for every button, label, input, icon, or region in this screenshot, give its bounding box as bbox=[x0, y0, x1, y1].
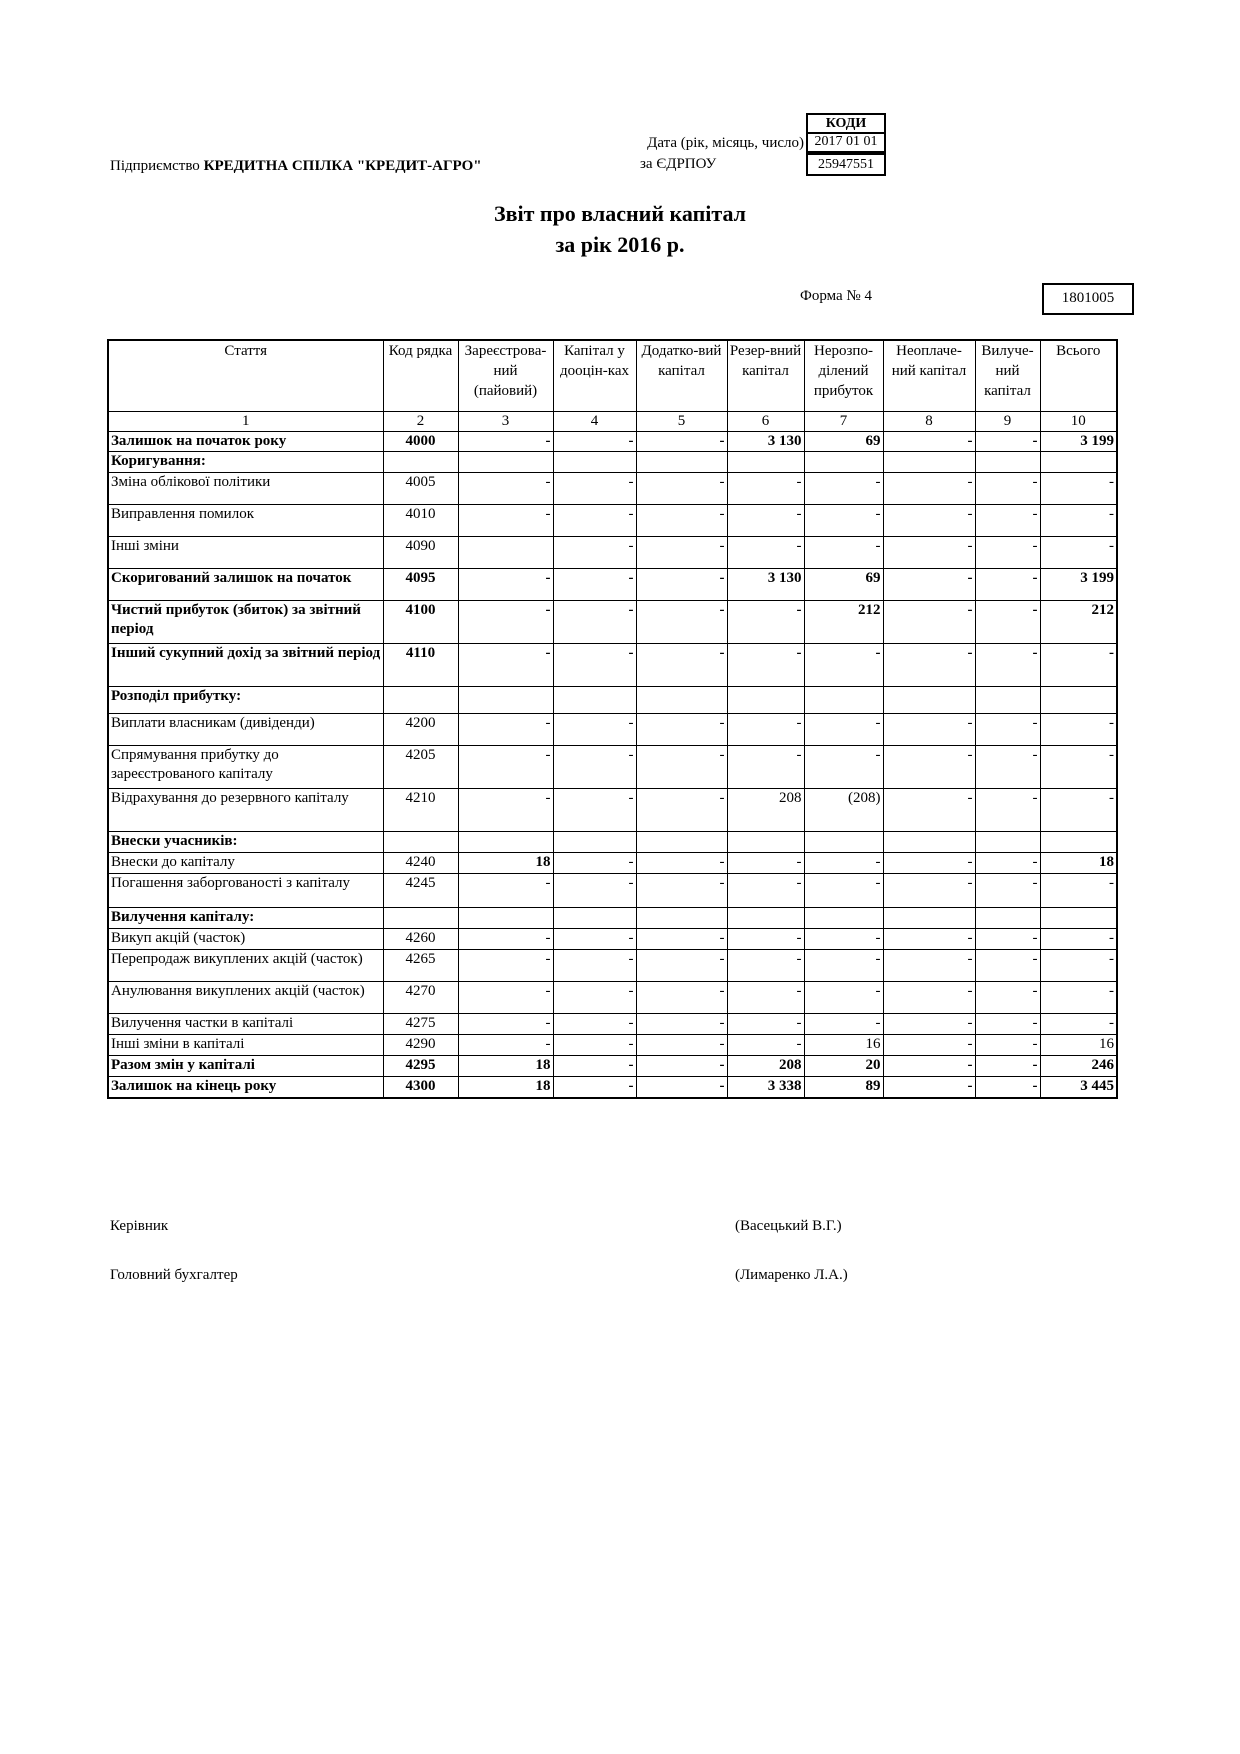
cell-value: - bbox=[553, 537, 636, 569]
cell-value: 18 bbox=[1040, 853, 1117, 874]
row-code bbox=[383, 832, 458, 853]
row-label: Інші зміни bbox=[108, 537, 383, 569]
cell-value bbox=[1040, 452, 1117, 473]
table-row bbox=[108, 929, 1117, 950]
cell-value: - bbox=[975, 1035, 1040, 1056]
cell-value: - bbox=[636, 1014, 727, 1035]
row-code bbox=[383, 452, 458, 473]
row-label: Виправлення помилок bbox=[108, 505, 383, 537]
form-code: 1801005 bbox=[1042, 283, 1134, 315]
cell-value: - bbox=[883, 714, 975, 746]
row-label: Внески учасників: bbox=[108, 832, 383, 853]
cell-value bbox=[458, 908, 553, 929]
cell-value: - bbox=[458, 874, 553, 908]
row-code bbox=[383, 908, 458, 929]
cell-value bbox=[1040, 908, 1117, 929]
cell-value: - bbox=[636, 473, 727, 505]
row-label: Погашення заборгованості з капіталу bbox=[108, 874, 383, 908]
director-name: (Васецький В.Г.) bbox=[735, 1218, 842, 1234]
cell-value: - bbox=[636, 789, 727, 832]
cell-value: - bbox=[727, 473, 804, 505]
row-label: Скоригований залишок на початок bbox=[108, 569, 383, 601]
cell-value: - bbox=[636, 1077, 727, 1098]
row-label: Чистий прибуток (збиток) за звітний період bbox=[108, 601, 383, 644]
cell-value bbox=[553, 908, 636, 929]
cell-value: - bbox=[883, 874, 975, 908]
cell-value: - bbox=[458, 929, 553, 950]
cell-value: - bbox=[636, 982, 727, 1014]
cell-value: - bbox=[727, 929, 804, 950]
cell-value: - bbox=[458, 569, 553, 601]
cell-value bbox=[975, 908, 1040, 929]
cell-value bbox=[727, 832, 804, 853]
section-row bbox=[108, 832, 1117, 853]
row-code: 4005 bbox=[383, 473, 458, 505]
edrpou-label: за ЄДРПОУ bbox=[640, 156, 717, 172]
cell-value: - bbox=[727, 601, 804, 644]
cell-value: 69 bbox=[804, 569, 883, 601]
cell-value: - bbox=[636, 505, 727, 537]
cell-value bbox=[804, 687, 883, 714]
cell-value: - bbox=[458, 644, 553, 687]
cell-value: 212 bbox=[1040, 601, 1117, 644]
cell-value: - bbox=[458, 473, 553, 505]
cell-value: - bbox=[883, 853, 975, 874]
cell-value: - bbox=[727, 1035, 804, 1056]
cell-value: - bbox=[553, 874, 636, 908]
codes-header: КОДИ bbox=[806, 113, 886, 134]
cell-value: 208 bbox=[727, 1056, 804, 1077]
column-header: Код рядка bbox=[383, 340, 458, 412]
date-label: Дата (рік, місяць, число) bbox=[647, 135, 804, 151]
cell-value: - bbox=[636, 537, 727, 569]
row-label: Інші зміни в капіталі bbox=[108, 1035, 383, 1056]
cell-value: - bbox=[553, 473, 636, 505]
cell-value bbox=[636, 908, 727, 929]
cell-value: - bbox=[553, 950, 636, 982]
cell-value bbox=[1040, 832, 1117, 853]
column-header: Стаття bbox=[108, 340, 383, 412]
cell-value: - bbox=[1040, 505, 1117, 537]
cell-value: - bbox=[553, 982, 636, 1014]
cell-value: - bbox=[1040, 929, 1117, 950]
cell-value: - bbox=[553, 644, 636, 687]
row-code: 4290 bbox=[383, 1035, 458, 1056]
cell-value: 3 130 bbox=[727, 569, 804, 601]
row-code: 4205 bbox=[383, 746, 458, 789]
cell-value bbox=[458, 832, 553, 853]
cell-value: - bbox=[883, 1077, 975, 1098]
cell-value: - bbox=[883, 644, 975, 687]
row-code: 4000 bbox=[383, 432, 458, 452]
cell-value: - bbox=[975, 874, 1040, 908]
cell-value: - bbox=[804, 950, 883, 982]
column-number: 7 bbox=[804, 412, 883, 432]
enterprise-prefix: Підприємство bbox=[110, 158, 200, 174]
cell-value: - bbox=[804, 1014, 883, 1035]
cell-value: - bbox=[883, 1056, 975, 1077]
cell-value: - bbox=[553, 714, 636, 746]
cell-value: 246 bbox=[1040, 1056, 1117, 1077]
table-row bbox=[108, 714, 1117, 746]
cell-value: - bbox=[458, 505, 553, 537]
cell-value: - bbox=[975, 982, 1040, 1014]
cell-value: 89 bbox=[804, 1077, 883, 1098]
column-number: 5 bbox=[636, 412, 727, 432]
cell-value: - bbox=[975, 1077, 1040, 1098]
cell-value bbox=[804, 832, 883, 853]
row-code bbox=[383, 687, 458, 714]
table-row bbox=[108, 1014, 1117, 1035]
table-row bbox=[108, 1035, 1117, 1056]
cell-value: - bbox=[727, 1014, 804, 1035]
cell-value: - bbox=[883, 601, 975, 644]
cell-value: 16 bbox=[1040, 1035, 1117, 1056]
cell-value: - bbox=[804, 473, 883, 505]
row-code: 4095 bbox=[383, 569, 458, 601]
cell-value: - bbox=[727, 950, 804, 982]
cell-value bbox=[458, 537, 553, 569]
column-number: 8 bbox=[883, 412, 975, 432]
row-code: 4200 bbox=[383, 714, 458, 746]
cell-value: - bbox=[1040, 714, 1117, 746]
cell-value: - bbox=[458, 950, 553, 982]
column-header: Зареєстрова-ний (пайовий) bbox=[458, 340, 553, 412]
row-label: Зміна облікової політики bbox=[108, 473, 383, 505]
table-row bbox=[108, 601, 1117, 644]
edrpou-value: 25947551 bbox=[806, 153, 886, 176]
cell-value: - bbox=[804, 874, 883, 908]
cell-value bbox=[727, 452, 804, 473]
report-title: Звіт про власний капітал bbox=[493, 201, 746, 226]
cell-value bbox=[553, 687, 636, 714]
cell-value: 3 338 bbox=[727, 1077, 804, 1098]
cell-value: - bbox=[727, 714, 804, 746]
cell-value: - bbox=[1040, 950, 1117, 982]
table-header-row bbox=[108, 340, 1117, 412]
table-row bbox=[108, 950, 1117, 982]
cell-value: - bbox=[458, 746, 553, 789]
cell-value: - bbox=[553, 432, 636, 452]
column-header: Капітал у дооцін-ках bbox=[553, 340, 636, 412]
cell-value: 212 bbox=[804, 601, 883, 644]
row-label: Спрямування прибутку до зареєстрованого капіталу bbox=[108, 746, 383, 789]
cell-value: - bbox=[804, 929, 883, 950]
cell-value: 69 bbox=[804, 432, 883, 452]
cell-value: - bbox=[883, 929, 975, 950]
date-value: 2017 01 01 bbox=[806, 133, 886, 153]
cell-value: - bbox=[727, 853, 804, 874]
cell-value bbox=[804, 908, 883, 929]
cell-value: - bbox=[636, 569, 727, 601]
cell-value: - bbox=[553, 569, 636, 601]
table-row bbox=[108, 1077, 1117, 1098]
cell-value: - bbox=[636, 874, 727, 908]
section-row bbox=[108, 687, 1117, 714]
cell-value: 18 bbox=[458, 853, 553, 874]
cell-value bbox=[883, 452, 975, 473]
cell-value: - bbox=[636, 1035, 727, 1056]
section-row bbox=[108, 908, 1117, 929]
column-number: 2 bbox=[383, 412, 458, 432]
row-code: 4210 bbox=[383, 789, 458, 832]
cell-value: - bbox=[553, 1035, 636, 1056]
row-code: 4110 bbox=[383, 644, 458, 687]
table-row bbox=[108, 644, 1117, 687]
cell-value: - bbox=[458, 1014, 553, 1035]
cell-value bbox=[975, 452, 1040, 473]
row-code: 4275 bbox=[383, 1014, 458, 1035]
cell-value: - bbox=[883, 789, 975, 832]
cell-value: 3 445 bbox=[1040, 1077, 1117, 1098]
row-label: Викуп акцій (часток) bbox=[108, 929, 383, 950]
cell-value: 18 bbox=[458, 1077, 553, 1098]
cell-value: - bbox=[883, 1014, 975, 1035]
cell-value: - bbox=[636, 432, 727, 452]
row-label: Відрахування до резервного капіталу bbox=[108, 789, 383, 832]
row-code: 4265 bbox=[383, 950, 458, 982]
table-row bbox=[108, 1056, 1117, 1077]
cell-value bbox=[636, 687, 727, 714]
enterprise-name: КРЕДИТНА СПІЛКА "КРЕДИТ-АГРО" bbox=[203, 158, 482, 174]
cell-value: - bbox=[975, 789, 1040, 832]
cell-value: - bbox=[975, 714, 1040, 746]
enterprise-line bbox=[110, 158, 482, 175]
cell-value: - bbox=[975, 569, 1040, 601]
row-code: 4090 bbox=[383, 537, 458, 569]
cell-value: 3 130 bbox=[727, 432, 804, 452]
cell-value: - bbox=[883, 473, 975, 505]
cell-value: - bbox=[636, 929, 727, 950]
cell-value: 20 bbox=[804, 1056, 883, 1077]
cell-value bbox=[458, 687, 553, 714]
cell-value bbox=[727, 908, 804, 929]
cell-value: - bbox=[975, 929, 1040, 950]
row-code: 4010 bbox=[383, 505, 458, 537]
cell-value: - bbox=[1040, 473, 1117, 505]
accountant-label: Головний бухгалтер bbox=[110, 1267, 238, 1283]
cell-value: - bbox=[975, 473, 1040, 505]
director-label: Керівник bbox=[110, 1218, 169, 1234]
equity-table bbox=[107, 339, 1118, 1099]
cell-value: - bbox=[975, 644, 1040, 687]
cell-value: - bbox=[975, 950, 1040, 982]
row-label: Внески до капіталу bbox=[108, 853, 383, 874]
cell-value: 3 199 bbox=[1040, 432, 1117, 452]
cell-value: - bbox=[553, 929, 636, 950]
cell-value: - bbox=[458, 982, 553, 1014]
table-row bbox=[108, 473, 1117, 505]
cell-value: 208 bbox=[727, 789, 804, 832]
form-label: Форма № 4 bbox=[800, 288, 872, 304]
column-header: Резер-вний капітал bbox=[727, 340, 804, 412]
cell-value: 16 bbox=[804, 1035, 883, 1056]
cell-value bbox=[1040, 687, 1117, 714]
cell-value: - bbox=[1040, 537, 1117, 569]
table-row bbox=[108, 505, 1117, 537]
cell-value: - bbox=[727, 644, 804, 687]
cell-value: - bbox=[636, 853, 727, 874]
column-number: 9 bbox=[975, 412, 1040, 432]
row-code: 4260 bbox=[383, 929, 458, 950]
column-number: 3 bbox=[458, 412, 553, 432]
row-label: Інший сукупний дохід за звітний період bbox=[108, 644, 383, 687]
column-header: Неоплаче-ний капітал bbox=[883, 340, 975, 412]
cell-value: (208) bbox=[804, 789, 883, 832]
table-row bbox=[108, 746, 1117, 789]
cell-value: - bbox=[1040, 1014, 1117, 1035]
cell-value bbox=[636, 832, 727, 853]
cell-value bbox=[804, 452, 883, 473]
cell-value: - bbox=[1040, 874, 1117, 908]
cell-value: - bbox=[553, 789, 636, 832]
cell-value: - bbox=[1040, 789, 1117, 832]
row-code: 4240 bbox=[383, 853, 458, 874]
cell-value: - bbox=[975, 505, 1040, 537]
cell-value: - bbox=[975, 1056, 1040, 1077]
cell-value: - bbox=[975, 746, 1040, 789]
cell-value: - bbox=[636, 1056, 727, 1077]
row-label: Перепродаж викуплених акцій (часток) bbox=[108, 950, 383, 982]
cell-value: - bbox=[975, 601, 1040, 644]
row-label: Розподіл прибутку: bbox=[108, 687, 383, 714]
cell-value: - bbox=[804, 746, 883, 789]
cell-value bbox=[975, 832, 1040, 853]
cell-value: - bbox=[636, 714, 727, 746]
cell-value: - bbox=[804, 644, 883, 687]
cell-value: - bbox=[883, 569, 975, 601]
cell-value: - bbox=[804, 853, 883, 874]
cell-value bbox=[553, 452, 636, 473]
cell-value: - bbox=[1040, 746, 1117, 789]
row-code: 4245 bbox=[383, 874, 458, 908]
cell-value: - bbox=[727, 982, 804, 1014]
cell-value bbox=[727, 687, 804, 714]
cell-value: - bbox=[553, 1056, 636, 1077]
column-header: Всього bbox=[1040, 340, 1117, 412]
cell-value: - bbox=[804, 714, 883, 746]
row-code: 4100 bbox=[383, 601, 458, 644]
cell-value: - bbox=[804, 982, 883, 1014]
cell-value: - bbox=[883, 950, 975, 982]
table-row bbox=[108, 853, 1117, 874]
cell-value: - bbox=[553, 1077, 636, 1098]
row-code: 4300 bbox=[383, 1077, 458, 1098]
row-label: Анулювання викуплених акцій (часток) bbox=[108, 982, 383, 1014]
cell-value: - bbox=[883, 505, 975, 537]
row-label: Залишок на кінець року bbox=[108, 1077, 383, 1098]
report-period: за рік 2016 р. bbox=[555, 232, 685, 257]
column-header: Нерозпо-ділений прибуток bbox=[804, 340, 883, 412]
table-row bbox=[108, 982, 1117, 1014]
row-code: 4295 bbox=[383, 1056, 458, 1077]
cell-value bbox=[883, 832, 975, 853]
cell-value: - bbox=[553, 853, 636, 874]
accountant-name: (Лимаренко Л.А.) bbox=[735, 1267, 848, 1283]
cell-value bbox=[883, 908, 975, 929]
cell-value bbox=[553, 832, 636, 853]
table-row bbox=[108, 789, 1117, 832]
cell-value: - bbox=[727, 537, 804, 569]
cell-value: - bbox=[553, 601, 636, 644]
cell-value: - bbox=[553, 505, 636, 537]
cell-value: - bbox=[804, 537, 883, 569]
cell-value: - bbox=[553, 746, 636, 789]
column-number: 6 bbox=[727, 412, 804, 432]
table-row bbox=[108, 874, 1117, 908]
column-number: 4 bbox=[553, 412, 636, 432]
cell-value: - bbox=[883, 746, 975, 789]
row-label: Вилучення частки в капіталі bbox=[108, 1014, 383, 1035]
cell-value: 18 bbox=[458, 1056, 553, 1077]
cell-value: - bbox=[458, 601, 553, 644]
cell-value: - bbox=[975, 1014, 1040, 1035]
cell-value: - bbox=[636, 950, 727, 982]
row-label: Вилучення капіталу: bbox=[108, 908, 383, 929]
cell-value: - bbox=[975, 537, 1040, 569]
cell-value: - bbox=[727, 874, 804, 908]
cell-value: - bbox=[975, 853, 1040, 874]
cell-value bbox=[975, 687, 1040, 714]
cell-value: - bbox=[1040, 982, 1117, 1014]
cell-value: - bbox=[883, 982, 975, 1014]
cell-value bbox=[883, 687, 975, 714]
cell-value: - bbox=[883, 537, 975, 569]
cell-value: 3 199 bbox=[1040, 569, 1117, 601]
cell-value: - bbox=[636, 601, 727, 644]
column-number: 10 bbox=[1040, 412, 1117, 432]
table-row bbox=[108, 569, 1117, 601]
column-numbers-row bbox=[108, 412, 1117, 432]
cell-value: - bbox=[883, 432, 975, 452]
row-label: Коригування: bbox=[108, 452, 383, 473]
cell-value: - bbox=[804, 505, 883, 537]
row-code: 4270 bbox=[383, 982, 458, 1014]
row-label: Залишок на початок року bbox=[108, 432, 383, 452]
cell-value: - bbox=[727, 746, 804, 789]
cell-value: - bbox=[1040, 644, 1117, 687]
row-label: Виплати власникам (дивіденди) bbox=[108, 714, 383, 746]
cell-value: - bbox=[458, 789, 553, 832]
cell-value: - bbox=[458, 1035, 553, 1056]
cell-value: - bbox=[975, 432, 1040, 452]
cell-value: - bbox=[636, 746, 727, 789]
column-number: 1 bbox=[108, 412, 383, 432]
cell-value: - bbox=[727, 505, 804, 537]
table-row bbox=[108, 432, 1117, 452]
column-header: Додатко-вий капітал bbox=[636, 340, 727, 412]
row-label: Разом змін у капіталі bbox=[108, 1056, 383, 1077]
cell-value: - bbox=[636, 644, 727, 687]
cell-value: - bbox=[458, 714, 553, 746]
cell-value: - bbox=[458, 432, 553, 452]
cell-value bbox=[636, 452, 727, 473]
table-row bbox=[108, 537, 1117, 569]
cell-value: - bbox=[883, 1035, 975, 1056]
section-row bbox=[108, 452, 1117, 473]
cell-value: - bbox=[553, 1014, 636, 1035]
cell-value bbox=[458, 452, 553, 473]
column-header: Вилуче-ний капітал bbox=[975, 340, 1040, 412]
